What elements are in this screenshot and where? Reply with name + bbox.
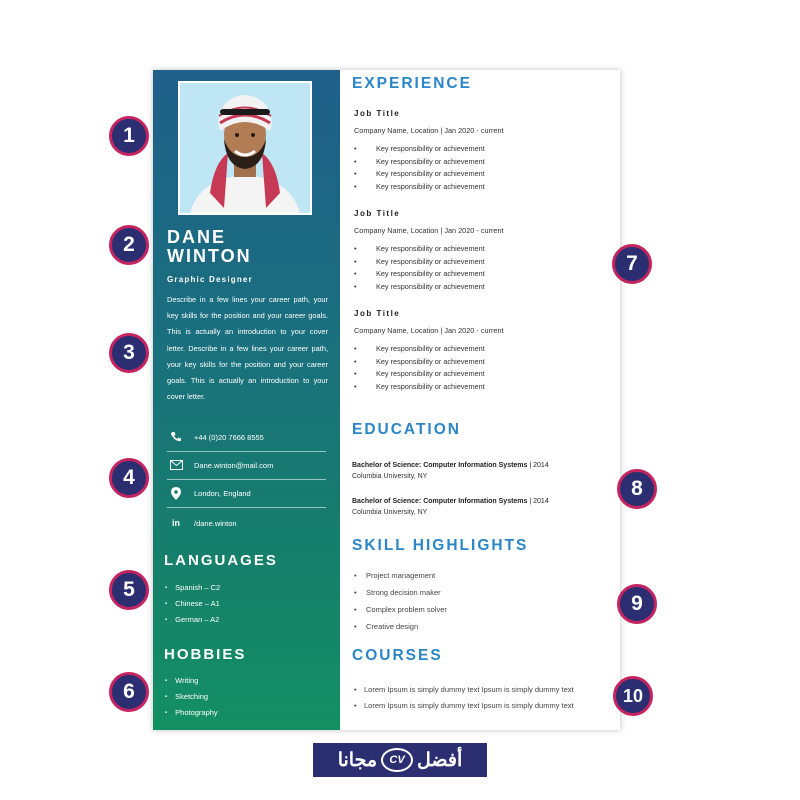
envelope-icon <box>167 460 185 470</box>
responsibility-item: • Key responsibility or achievement <box>354 368 485 381</box>
responsibility-item: • Key responsibility or achievement <box>354 243 485 256</box>
brand-text-right: مجانا <box>337 749 378 771</box>
callout-badge-4: 4 <box>109 458 149 498</box>
candidate-role: Graphic Designer <box>167 275 253 284</box>
hobby-item: ▪ Writing <box>165 673 218 689</box>
profile-summary: Describe in a few lines your career path, your key skills for the position and your career goals. This is actually an introduction to your cover letter. Describe in a few lines your career path, your key skills for the position and your career goals. This is actually an introduction to your cover letter. <box>167 295 328 402</box>
skills-heading: SKILL HIGHLIGHTS <box>352 537 529 554</box>
experience-heading: EXPERIENCE <box>352 75 472 92</box>
hobbies-heading: HOBBIES <box>164 646 247 663</box>
language-item: ▪ German – A2 <box>165 612 220 628</box>
job-company: Company Name, Location | Jan 2020 - current <box>354 226 504 235</box>
callout-badge-5: 5 <box>109 570 149 610</box>
contact-linkedin <box>167 510 327 536</box>
education-heading: EDUCATION <box>352 421 461 438</box>
responsibility-item: • Key responsibility or achievement <box>354 168 485 181</box>
resume-sidebar <box>153 70 340 730</box>
linkedin-icon: in <box>172 518 180 528</box>
course-item: • Lorem Ipsum is simply dummy text Ipsum is simply dummy text <box>354 698 574 714</box>
hobby-item: ▪ Sketching <box>165 689 218 705</box>
education-degree: Bachelor of Science: Computer Information Systems | 2014 <box>352 498 549 505</box>
skill-item: • Complex problem solver <box>354 601 447 618</box>
hobbies-list <box>165 673 218 721</box>
responsibility-item: • Key responsibility or achievement <box>354 381 485 394</box>
profile-photo-illustration <box>180 83 310 213</box>
resume-page <box>153 70 620 730</box>
responsibility-item: • Key responsibility or achievement <box>354 181 485 194</box>
job-responsibilities <box>354 343 485 393</box>
hobby-item: ▪ Photography <box>165 705 218 721</box>
location-text: London, England <box>194 488 251 498</box>
callout-badge-7: 7 <box>612 244 652 284</box>
education-school: Columbia University, NY <box>352 473 428 480</box>
phone-number: +44 (0)20 7666 8555 <box>194 432 264 442</box>
job-responsibilities <box>354 143 485 193</box>
resume-main-column <box>340 70 620 730</box>
callout-badge-6: 6 <box>109 672 149 712</box>
job-title: Job Title <box>354 209 401 218</box>
education-degree: Bachelor of Science: Computer Information Systems | 2014 <box>352 462 549 469</box>
job-title: Job Title <box>354 309 401 318</box>
job-company: Company Name, Location | Jan 2020 - current <box>354 126 504 135</box>
phone-icon <box>167 431 185 443</box>
responsibility-item: • Key responsibility or achievement <box>354 256 485 269</box>
linkedin-handle[interactable]: /dane.winton <box>194 518 237 528</box>
contact-location <box>167 480 327 506</box>
education-school: Columbia University, NY <box>352 509 428 516</box>
contact-email <box>167 452 327 478</box>
skill-item: • Creative design <box>354 618 447 635</box>
candidate-name <box>167 228 252 266</box>
responsibility-item: • Key responsibility or achievement <box>354 156 485 169</box>
callout-badge-3: 3 <box>109 333 149 373</box>
callout-badge-8: 8 <box>617 469 657 509</box>
job-title: Job Title <box>354 109 401 118</box>
candidate-first-name: DANE <box>167 227 227 247</box>
languages-heading: LANGUAGES <box>164 552 278 569</box>
languages-list <box>165 580 220 628</box>
skill-item: • Strong decision maker <box>354 584 447 601</box>
profile-photo <box>178 81 312 215</box>
contact-divider <box>167 507 326 508</box>
job-company: Company Name, Location | Jan 2020 - current <box>354 326 504 335</box>
courses-heading: COURSES <box>352 647 443 664</box>
callout-badge-2: 2 <box>109 225 149 265</box>
email-address[interactable]: Dane.winton@mail.com <box>194 460 274 470</box>
courses-list <box>354 682 574 714</box>
responsibility-item: • Key responsibility or achievement <box>354 143 485 156</box>
skills-list <box>354 567 447 635</box>
language-item: ▪ Chinese – A1 <box>165 596 220 612</box>
skill-item: • Project management <box>354 567 447 584</box>
callout-badge-10: 10 <box>613 676 653 716</box>
brand-cv-mark: CV <box>381 748 413 772</box>
job-responsibilities <box>354 243 485 293</box>
brand-text-left: أفضل <box>417 749 463 771</box>
course-item: • Lorem Ipsum is simply dummy text Ipsum is simply dummy text <box>354 682 574 698</box>
responsibility-item: • Key responsibility or achievement <box>354 343 485 356</box>
map-pin-icon <box>167 487 185 500</box>
responsibility-item: • Key responsibility or achievement <box>354 268 485 281</box>
responsibility-item: • Key responsibility or achievement <box>354 356 485 369</box>
candidate-last-name: WINTON <box>167 246 252 266</box>
contact-phone <box>167 424 327 450</box>
brand-logo <box>313 743 487 777</box>
callout-badge-9: 9 <box>617 584 657 624</box>
language-item: ▪ Spanish – C2 <box>165 580 220 596</box>
responsibility-item: • Key responsibility or achievement <box>354 281 485 294</box>
callout-badge-1: 1 <box>109 116 149 156</box>
